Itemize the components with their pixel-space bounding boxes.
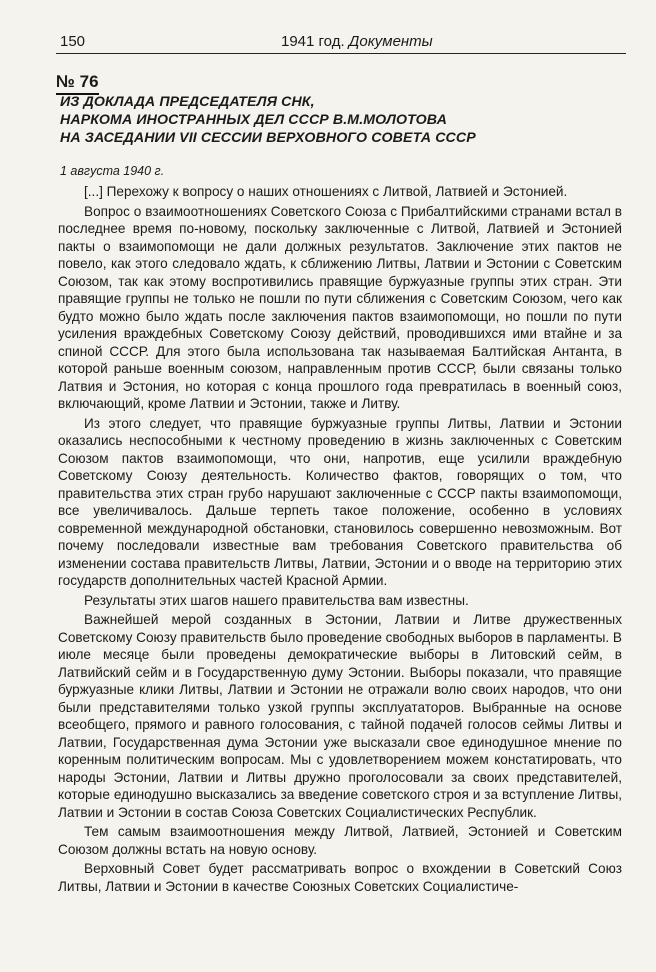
paragraph: Результаты этих шагов нашего правительства вам известны. — [84, 592, 469, 608]
document-title — [60, 93, 620, 147]
title-line: НАРКОМА ИНОСТРАННЫХ ДЕЛ СССР В.М.МОЛОТОВА — [60, 112, 447, 128]
paragraph: Верховный Совет будет рассматривать вопрос о вхождении в Советский Союз Литвы, Латвии и Эстонии в качестве Союзных Советских Социалистиче- — [58, 861, 622, 894]
page-number: 150 — [60, 33, 86, 50]
paragraph: [...] Перехожу к вопросу о наших отношениях с Литвой, Латвией и Эстонией. — [84, 184, 568, 199]
paragraph: Вопрос о взаимоотношениях Советского Союза с Прибалтийскими странами встал в последнее время по-новому, поскольку заключенные с Литвой, Латвией и Эстонией пакты о взаимопомощи не дали должных результатов. Заключение этих пактов не повело, как этого следовало ждать, к сближению Литвы, Латвии и Эстонии с Советским Союзом, так как этому воспротивились правящие буржуазные группы этих стран. Эти правящие группы не только не пошли по пути сближения с Советским Союзом, чего как будто можно было ждать после заключения пактов взаимопомощи, но пошли по пути усиления враждебных Советскому Союзу действий, проводившихся ими втайне и за спиной СССР. Для этого была использована так называемая Балтийская Антанта, в которой раньше военным союзом, направленным против СССР, были связаны только Латвия и Эстония, но которая с конца прошлого года превратилась в военный союз, включающий, кроме Латвии и Эстонии, также и Литву. — [58, 203, 622, 411]
running-year: 1941 год. — [281, 33, 345, 50]
title-line: НА ЗАСЕДАНИИ VII СЕССИИ ВЕРХОВНОГО СОВЕТА СССР — [60, 130, 476, 146]
title-line: ИЗ ДОКЛАДА ПРЕДСЕДАТЕЛЯ СНК, — [60, 94, 315, 110]
running-header — [56, 31, 626, 54]
document-date: 1 августа 1940 г. — [60, 164, 165, 178]
document-body — [58, 183, 622, 895]
running-title — [281, 33, 433, 50]
paragraph: Из этого следует, что правящие буржуазные группы Литвы, Латвии и Эстонии оказались неспособными к честному проведению в жизнь заключенных с Советским Союзом пактов взаимопомощи, что они, напротив, еще усилили враждебную Советскому Союзу деятельность. Количество фактов, говорящих о том, что правительства этих стран грубо нарушают заключенные с СССР пакты взаимопомощи, все увеличивалось. Дальше терпеть такое положение, особенно в условиях современной международной обстановки, становилось совершенно невозможным. Вот почему последовали известные вам требования Советского правительства об изменении состава правительств Литвы, Латвии, Эстонии и о вводе на территорию этих государств дополнительных частей Красной Армии. — [58, 415, 622, 588]
paragraph: Важнейшей мерой созданных в Эстонии, Латвии и Литве дружественных Советскому Союзу правительств было проведение свободных выборов в парламенты. В июле месяце были проведены демократические выборы в Литовский сейм, в Латвийский сейм и в Государственную думу Эстонии. Выборы показали, что правящие буржуазные клики Литвы, Латвии и Эстонии не отражали волю своих народов, что они были представителями только узкой группы эксплуататоров. Выбранные на основе всеобщего, прямого и равного голосования, с тайной подачей голосов сеймы Литвы и Латвии, Государственная дума Эстонии уже высказали свое единодушное мнение по коренным политическим вопросам. Мы с удовлетворением можем констатировать, что народы Эстонии, Латвии и Литвы дружно проголосовали за своих представителей, которые единодушно высказались за введение советского строя и за вступление Литвы, Латвии и Эстонии в состав Союза Советских Социалистических Республик. — [58, 612, 622, 820]
document-number: № 76 — [56, 72, 99, 95]
paragraph: Тем самым взаимоотношения между Литвой, Латвией, Эстонией и Советским Союзом должны встать на новую основу. — [58, 824, 622, 857]
running-section: Документы — [348, 33, 433, 50]
